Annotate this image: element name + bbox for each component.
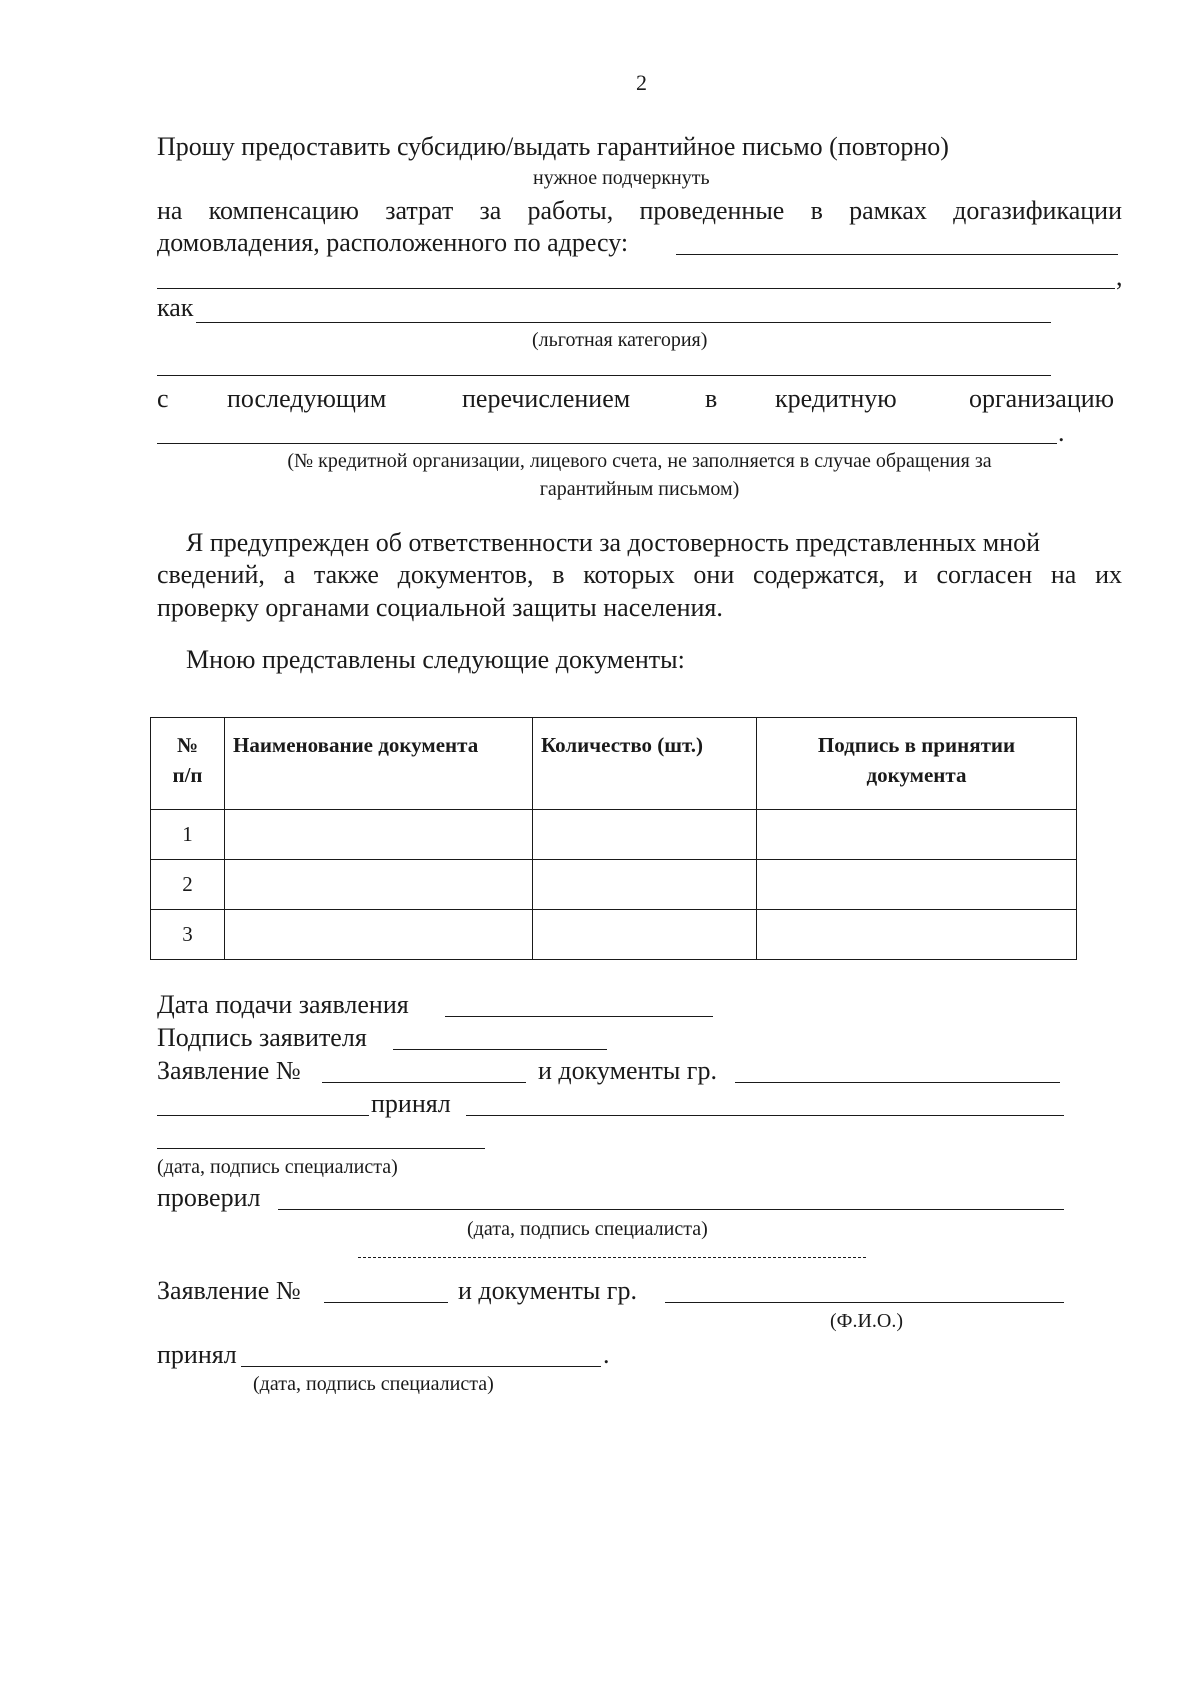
row-signature[interactable] <box>757 810 1077 860</box>
checked-label: проверил <box>157 1183 261 1212</box>
table-row <box>151 910 1077 960</box>
table-row <box>151 810 1077 860</box>
transfer-word-4: в <box>705 384 718 413</box>
credit-organization-field[interactable] <box>157 443 1057 444</box>
checked-field[interactable] <box>278 1209 1064 1210</box>
address-comma: , <box>1116 262 1123 291</box>
underline-note: нужное подчеркнуть <box>533 167 710 189</box>
row-number: 2 <box>151 860 225 910</box>
checked-caption: (дата, подпись специалиста) <box>467 1218 708 1240</box>
specialist-caption: (дата, подпись специалиста) <box>157 1156 398 1178</box>
row-signature[interactable] <box>757 910 1077 960</box>
credit-period: . <box>1058 418 1065 447</box>
documents-table <box>150 717 1077 960</box>
row-number: 3 <box>151 910 225 960</box>
header-quantity: Количество (шт.) <box>533 718 757 810</box>
kak-label: как <box>157 293 194 322</box>
date-label: Дата подачи заявления <box>157 990 409 1019</box>
request-line-1: Прошу предоставить субсидию/выдать гарантийное письмо (повторно) <box>157 132 949 161</box>
specialist-field[interactable] <box>157 1148 485 1149</box>
header-signature-line-2: документа <box>866 763 967 787</box>
header-signature-line-1: Подпись в принятии <box>817 733 1016 757</box>
warning-line-3: проверку органами социальной защиты населения. <box>157 593 723 622</box>
row-quantity[interactable] <box>533 810 757 860</box>
benefit-category-field-2[interactable] <box>157 375 1051 376</box>
address-field-line-1[interactable] <box>676 254 1118 255</box>
warning-line-1: Я предупрежден об ответственности за достоверность представленных мной <box>186 528 1041 557</box>
fio-caption: (Ф.И.О.) <box>830 1310 904 1332</box>
row-document-name[interactable] <box>225 860 533 910</box>
table-row <box>151 860 1077 910</box>
benefit-category-field[interactable] <box>196 322 1051 323</box>
receipt-accepted-field[interactable] <box>241 1366 601 1367</box>
application-number-label: Заявление № <box>157 1056 301 1085</box>
row-quantity[interactable] <box>533 910 757 960</box>
transfer-word-1: с <box>157 384 169 413</box>
application-number-field[interactable] <box>322 1082 526 1083</box>
page-number: 2 <box>636 70 647 95</box>
applicant-signature-field[interactable] <box>393 1049 607 1050</box>
row-quantity[interactable] <box>533 860 757 910</box>
applicant-signature-label: Подпись заявителя <box>157 1023 367 1052</box>
receipt-specialist-caption: (дата, подпись специалиста) <box>253 1373 494 1395</box>
header-document-name: Наименование документа <box>225 718 533 810</box>
transfer-word-3: перечислением <box>462 384 631 413</box>
address-field-line-2[interactable] <box>157 288 1115 289</box>
accepted-pre-field[interactable] <box>157 1115 369 1116</box>
cut-line <box>358 1257 866 1258</box>
documents-gr-label: и документы гр. <box>538 1056 717 1085</box>
row-signature[interactable] <box>757 860 1077 910</box>
row-document-name[interactable] <box>225 910 533 960</box>
request-line-2: на компенсацию затрат за работы, проведенные в рамках догазификации <box>157 196 1122 225</box>
benefit-category-caption: (льготная категория) <box>532 329 708 351</box>
receipt-period: . <box>603 1340 610 1369</box>
receipt-documents-gr-field[interactable] <box>665 1302 1064 1303</box>
receipt-documents-gr-label: и документы гр. <box>458 1276 637 1305</box>
transfer-word-6: организацию <box>969 384 1115 413</box>
accepted-field[interactable] <box>466 1115 1064 1116</box>
receipt-application-number-label: Заявление № <box>157 1276 301 1305</box>
header-number <box>151 718 225 810</box>
documents-intro: Мною представлены следующие документы: <box>186 645 685 674</box>
documents-gr-field[interactable] <box>735 1082 1060 1083</box>
credit-caption-line-1: (№ кредитной организации, лицевого счета, не заполняется в случае обращения за <box>287 450 992 472</box>
transfer-word-5: кредитную <box>775 384 897 413</box>
header-number-symbol: № <box>176 733 199 757</box>
receipt-accepted-label: принял <box>157 1340 237 1369</box>
receipt-application-number-field[interactable] <box>324 1302 448 1303</box>
warning-line-2: сведений, а также документов, в которых они содержатся, и согласен на их <box>157 560 1122 589</box>
accepted-label: принял <box>371 1089 451 1118</box>
date-field[interactable] <box>445 1016 713 1017</box>
table-header-row <box>151 718 1077 810</box>
credit-caption-line-2: гарантийным письмом) <box>539 478 740 500</box>
row-document-name[interactable] <box>225 810 533 860</box>
row-number: 1 <box>151 810 225 860</box>
header-signature <box>757 718 1077 810</box>
header-number-abbr: п/п <box>172 763 203 787</box>
transfer-word-2: последующим <box>227 384 387 413</box>
request-line-3: домовладения, расположенного по адресу: <box>157 228 629 257</box>
